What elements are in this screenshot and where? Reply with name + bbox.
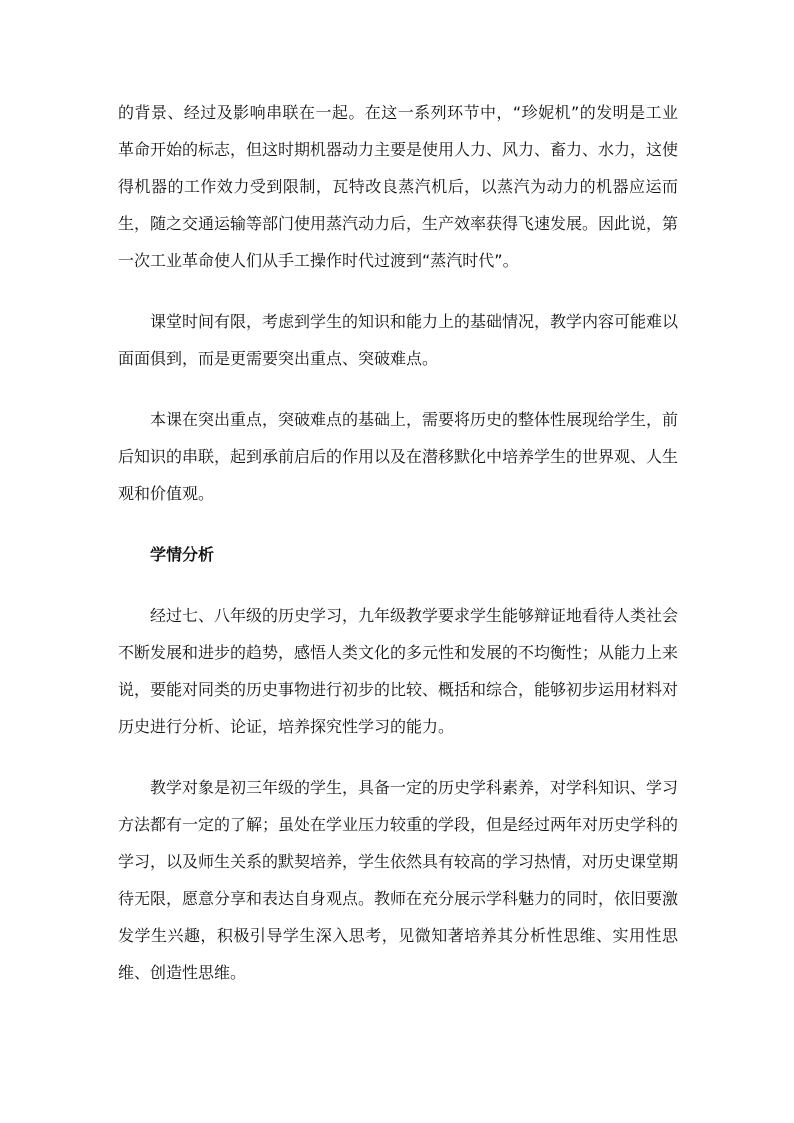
paragraph-class-time: 课堂时间有限，考虑到学生的知识和能力上的基础情况，教学内容可能难以面面俱到，而是更需要突出重点、突破难点。 — [118, 312, 679, 368]
paragraph-key-points: 本课在突出重点，突破难点的基础上，需要将历史的整体性展现给学生，前后知识的串联，起到承前启后的作用以及在潜移默化中培养学生的世界观、人生观和价值观。 — [118, 410, 679, 503]
paragraph-student-ability: 经过七、八年级的历史学习，九年级教学要求学生能够辩证地看待人类社会不断发展和进步的趋势，感悟人类文化的多元性和发展的不均衡性；从能力上来说，要能对同类的历史事物进行初步的比较、概括和综合，能够初步运用材料对历史进行分析、论证，培养探究性学习的能力。 — [118, 606, 679, 736]
document-page — [118, 94, 678, 1015]
paragraph-teaching-object: 教学对象是初三年级的学生，具备一定的历史学科素养，对学科知识、学习方法都有一定的了解；虽处在学业压力较重的学段，但是经过两年对历史学科的学习，以及师生关系的默契培养，学生依然具有较高的学习热情，对历史课堂期待无限，愿意分享和表达自身观点。教师在充分展示学科魅力的同时，依旧要激发学生兴趣，积极引导学生深入思考，见微知著培养其分析性思维、实用性思维、创造性思维。 — [118, 778, 679, 982]
paragraph-continued: 的背景、经过及影响串联在一起。在这一系列环节中，“珍妮机”的发明是工业革命开始的标志，但这时期机器动力主要是使用人力、风力、畜力、水力，这使得机器的工作效力受到限制，瓦特改良蒸汽机后，以蒸汽为动力的机器应运而生，随之交通运输等部门使用蒸汽动力后，生产效率获得飞速发展。因此说，第一次工业革命使人们从手工操作时代过渡到“蒸汽时代”。 — [118, 103, 679, 270]
section-heading: 学情分析 — [150, 545, 215, 564]
